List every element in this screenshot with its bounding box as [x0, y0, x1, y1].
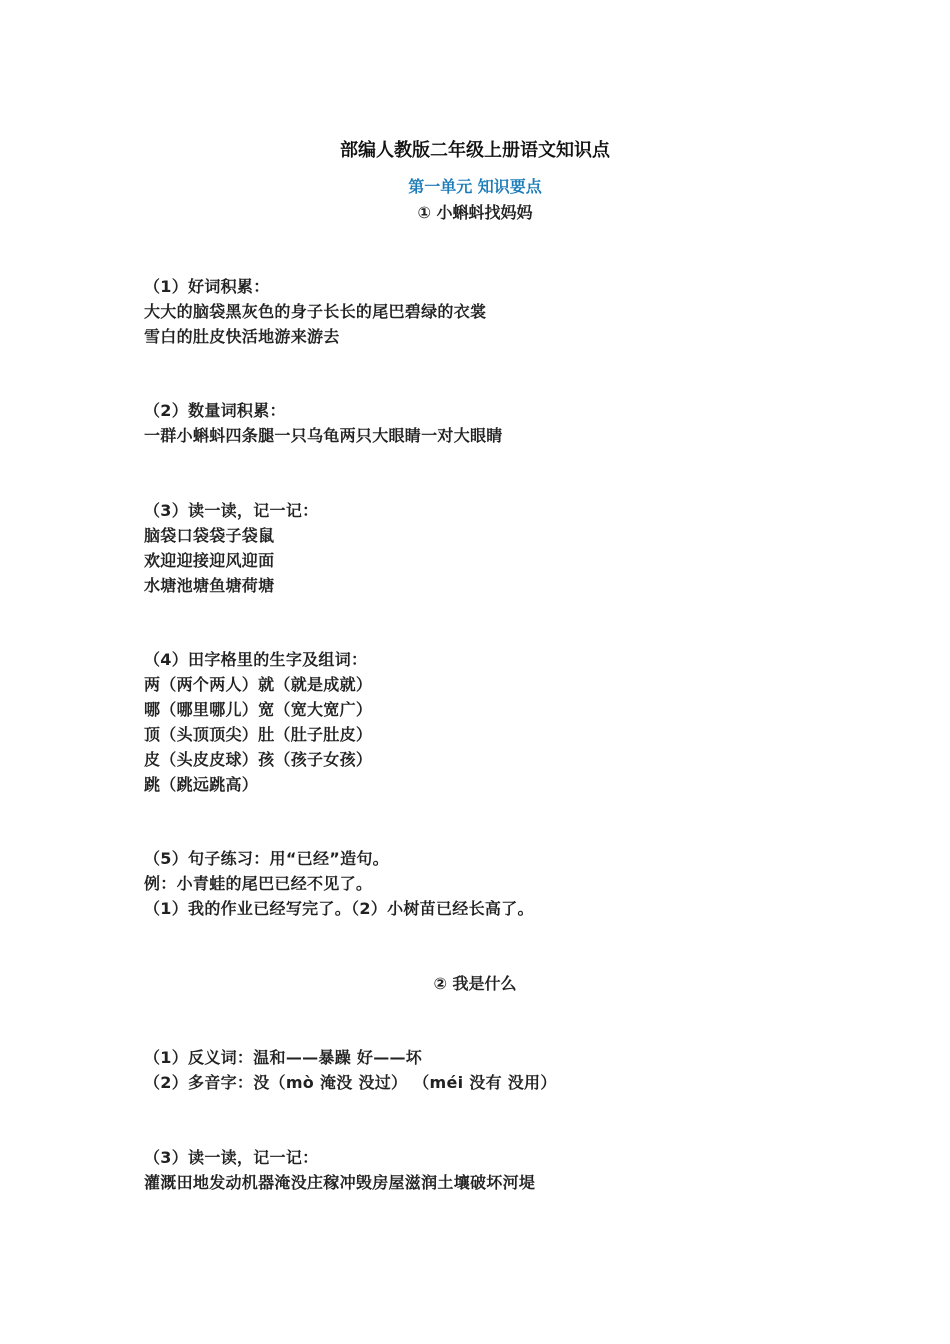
text-line: 雪白的肚皮快活地游来游去 — [144, 327, 340, 346]
section-heading-read-and-remember: （3）读一读，记一记： — [144, 501, 319, 520]
text-line: 灌溉田地发动机器淹没庄稼冲毁房屋滋润土壤破坏河堤 — [144, 1173, 536, 1192]
text-line: 皮（头皮皮球）孩（孩子女孩） — [144, 750, 373, 769]
text-line: 一群小蝌蚪四条腿一只乌龟两只大眼睛一对大眼睛 — [144, 426, 503, 445]
lesson-2-title: ② 我是什么 — [433, 974, 517, 993]
document-title: 部编人教版二年级上册语文知识点 — [340, 140, 610, 161]
text-line: （1）反义词：温和——暴躁 好——坏 — [144, 1048, 423, 1067]
section-heading-characters: （4）田字格里的生字及组词： — [144, 650, 368, 669]
section-heading-quantifiers: （2）数量词积累： — [144, 401, 286, 420]
lesson-1-title: ① 小蝌蚪找妈妈 — [417, 203, 533, 222]
text-line: 哪（哪里哪儿）宽（宽大宽广） — [144, 700, 373, 719]
unit-title: 第一单元 知识要点 — [408, 177, 542, 196]
text-line: （2）多音字：没（mò 淹没 没过） （méi 没有 没用） — [144, 1073, 557, 1092]
text-line: 例：小青蛙的尾巴已经不见了。 — [144, 874, 373, 893]
text-line: 欢迎迎接迎风迎面 — [144, 551, 275, 570]
text-line: 两（两个两人）就（就是成就） — [144, 675, 373, 694]
section-heading-read-and-remember: （3）读一读，记一记： — [144, 1148, 319, 1167]
text-line: 脑袋口袋袋子袋鼠 — [144, 526, 275, 545]
section-heading-sentence-practice: （5）句子练习：用“已经”造句。 — [144, 849, 389, 868]
text-line: （1）我的作业已经写完了。（2）小树苗已经长高了。 — [144, 899, 534, 918]
text-line: 大大的脑袋黑灰色的身子长长的尾巴碧绿的衣裳 — [144, 302, 487, 321]
section-heading-good-words: （1）好词积累： — [144, 277, 270, 296]
text-line: 水塘池塘鱼塘荷塘 — [144, 576, 275, 595]
text-line: 顶（头顶顶尖）肚（肚子肚皮） — [144, 725, 373, 744]
text-line: 跳（跳远跳高） — [144, 775, 259, 794]
